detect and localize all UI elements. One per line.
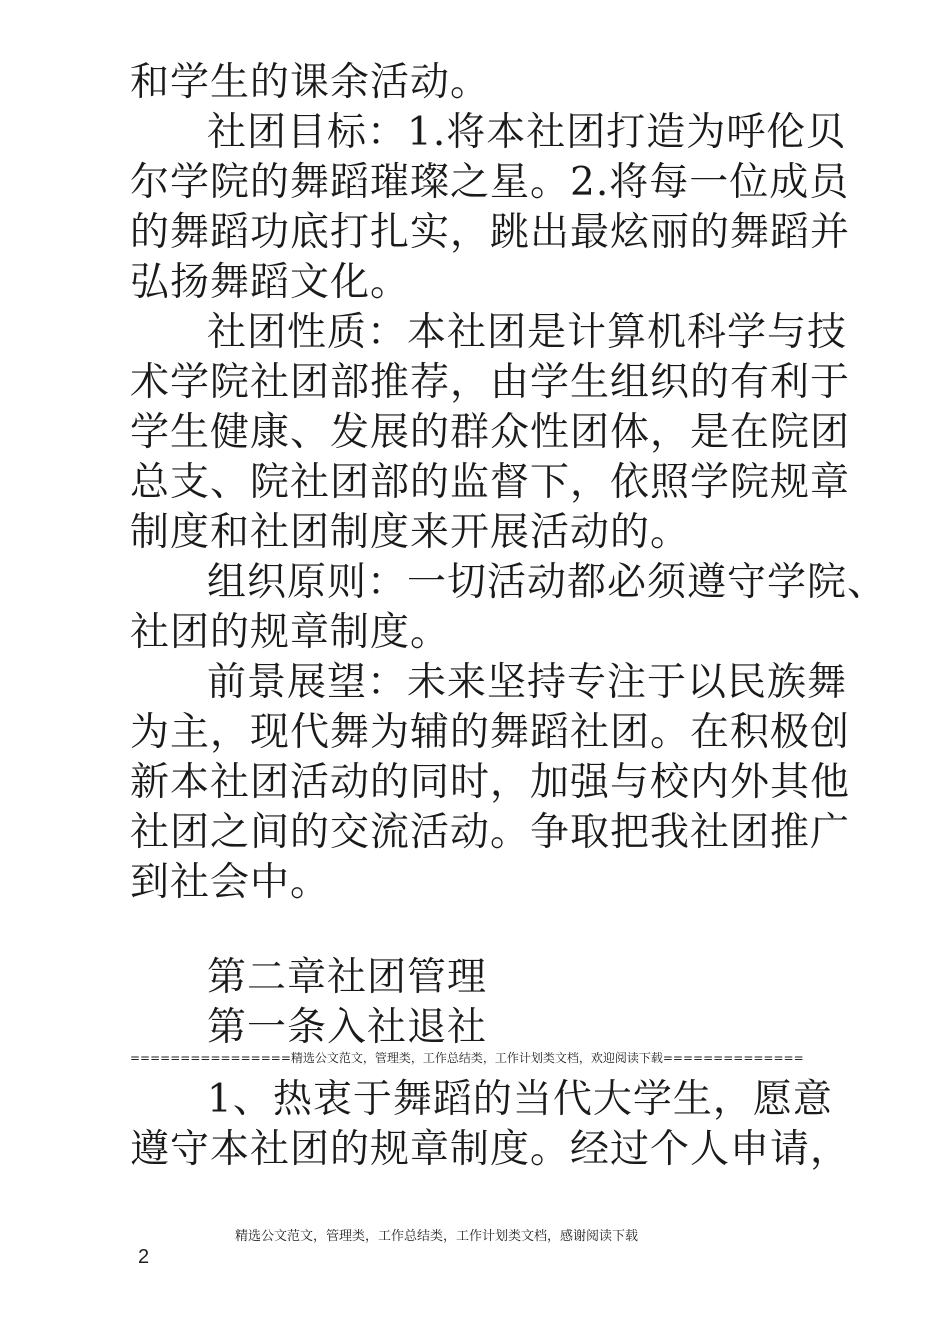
separator-banner: ================精选公文范文，管理类，工作总结类，工作计划类文档，欢迎阅读下载============== xyxy=(130,1051,804,1065)
paragraph-line: 1、热衷于舞蹈的当代大学生，愿意 xyxy=(207,1077,833,1122)
paragraph-line: 为主，现代舞为辅的舞蹈社团。在积极创 xyxy=(130,710,851,755)
paragraph-line: 遵守本社团的规章制度。经过个人申请， xyxy=(130,1127,851,1172)
paragraph-line: 总支、院社团部的监督下，依照学院规章 xyxy=(130,460,851,505)
paragraph-line: 新本社团活动的同时，加强与校内外其他 xyxy=(130,760,851,805)
paragraph-line: 前景展望：未来坚持专注于以民族舞 xyxy=(207,660,848,705)
paragraph-line: 社团的规章制度。 xyxy=(130,610,451,655)
paragraph-line: 尔学院的舞蹈璀璨之星。2.将每一位成员 xyxy=(130,160,850,205)
chapter-title: 第二章社团管理 xyxy=(207,955,488,1000)
paragraph-line: 的舞蹈功底打扎实，跳出最炫丽的舞蹈并 xyxy=(130,210,851,255)
paragraph-line: 组织原则：一切活动都必须遵守学院、 xyxy=(207,560,888,605)
paragraph-line: 弘扬舞蹈文化。 xyxy=(130,260,411,305)
paragraph-line: 社团目标：1.将本社团打造为呼伦贝 xyxy=(207,110,847,155)
paragraph-line: 到社会中。 xyxy=(130,860,331,905)
page-number: 2 xyxy=(138,1246,150,1268)
paragraph-line: 社团之间的交流活动。争取把我社团推广 xyxy=(130,810,851,855)
paragraph-line: 学生健康、发展的群众性团体，是在院团 xyxy=(130,410,851,455)
paragraph-line: 社团性质：本社团是计算机科学与技 xyxy=(207,310,848,355)
article-title: 第一条入社退社 xyxy=(207,1005,488,1050)
paragraph-line: 术学院社团部推荐，由学生组织的有利于 xyxy=(130,360,851,405)
paragraph-line: 和学生的课余活动。 xyxy=(130,60,491,105)
footer-text: 精选公文范文，管理类，工作总结类，工作计划类文档，感谢阅读下载 xyxy=(235,1229,639,1244)
paragraph-line: 制度和社团制度来开展活动的。 xyxy=(130,510,691,555)
